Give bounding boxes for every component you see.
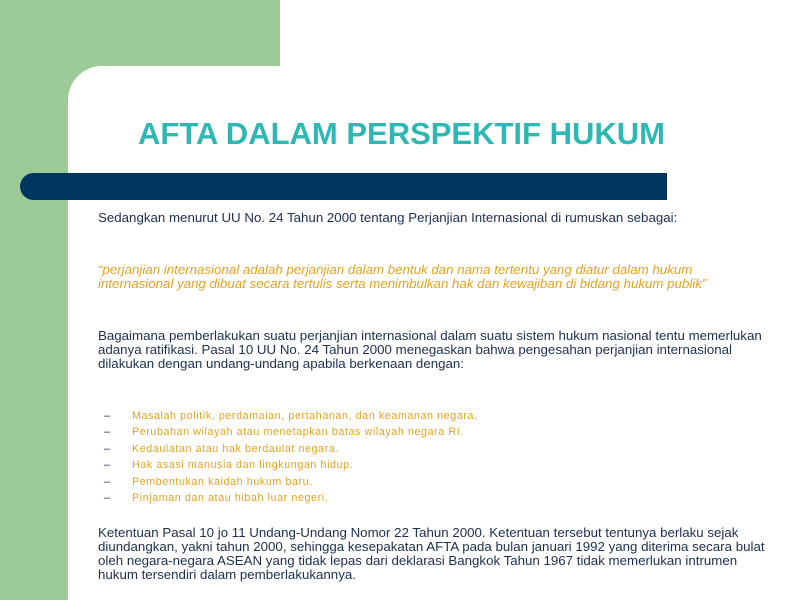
dash-bullet: – [104,442,111,455]
list-item: – Pinjaman dan atau hibah luar negeri. [104,490,478,506]
paragraph-ratification: Bagaimana pemberlakukan suatu perjanjian internasional dalam suatu sistem hukum nasional tentu memerlukan adanya ratifikasi. Pasal 10 UU No. 24 Tahun 2000 menegaskan bahwa pengesahan perjanjian internasional dilakukan dengan undang-undang apabila berkenaan dengan: [98,328,762,371]
dash-bullet: – [104,492,111,505]
ratification-list [104,408,478,506]
list-item: – Masalah politik, perdamaian, pertahanan, dan keamanan negara. [104,408,478,424]
quote-definition: “perjanjian internasional adalah perjanjian dalam bentuk dan nama tertentu yang diatur dalam hukum internasional yang dibuat secara tertulis serta menimbulkan hak dan kewajiban di bidang hukum publik” [98,262,707,291]
list-item: – Perubahan wilayah atau menetapkan batas wilayah negara RI. [104,424,478,440]
dash-bullet: – [104,475,111,488]
list-item: – Pembentukan kaidah hukum baru. [104,474,478,490]
list-item: – Kedaulatan atau hak berdaulat negara. [104,441,478,457]
paragraph-conclusion: Ketentuan Pasal 10 jo 11 Undang-Undang Nomor 22 Tahun 2000. Ketentuan tersebut tentunya berlaku sejak diundangkan, yakni tahun 2000, sehingga kesepakatan AFTA pada bulan januari 1992 yang diterima secara bulat oleh negara-negara ASEAN yang tidak lepas dari deklarasi Bangkok Tahun 1967 tidak memerlukan intrumen hukum tersendiri dalam pemberlakukannya. [98,525,765,582]
paragraph-intro: Sedangkan menurut UU No. 24 Tahun 2000 tentang Perjanjian Internasional di rumuskan sebagai: [98,210,678,225]
title-underline-bar [20,173,667,200]
slide-title: AFTA DALAM PERSPEKTIF HUKUM [138,116,665,151]
list-item: – Hak asasi manusia dan lingkungan hidup. [104,457,478,473]
dash-bullet: – [104,410,111,422]
dash-bullet: – [104,459,111,472]
dash-bullet: – [104,426,111,439]
